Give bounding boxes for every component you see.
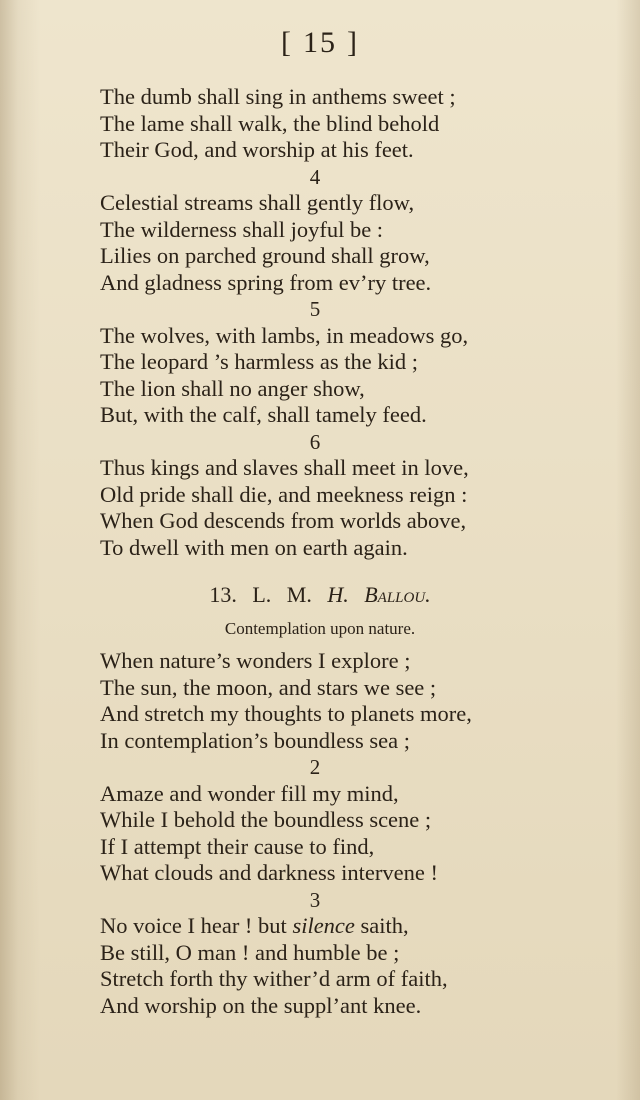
- verse-line: Amaze and wonder fill my mind,: [100, 780, 399, 806]
- hymn-heading: [0, 582, 640, 608]
- verse-line: When nature’s wonders I explore ;: [100, 648, 411, 673]
- hymn-author: H. Ballou.: [327, 582, 431, 607]
- stanza-number: 3: [309, 887, 321, 912]
- verse-line: If I attempt their cause to find,: [100, 833, 375, 859]
- verse-line: Their God, and worship at his feet.: [100, 137, 414, 162]
- verse-line: And gladness spring from ev’ry tree.: [100, 269, 432, 295]
- stanza-number: 6: [309, 429, 321, 454]
- previous-hymn-continuation: [100, 84, 620, 561]
- hymn-13-body: [100, 648, 620, 1019]
- verse-line: In contemplation’s boundless sea ;: [100, 727, 410, 753]
- verse-line: What clouds and darkness intervene !: [100, 860, 439, 885]
- bracket-close: ]: [347, 26, 359, 59]
- verse-line: And stretch my thoughts to planets more,: [100, 701, 472, 726]
- verse-line: And worship on the suppl’ant knee.: [100, 992, 422, 1018]
- verse-line: Celestial streams shall gently flow,: [100, 190, 415, 215]
- verse-line: While I behold the boundless scene ;: [100, 807, 432, 832]
- stanza-number: 5: [309, 297, 321, 321]
- verse-line: The sun, the moon, and stars we see ;: [100, 674, 437, 700]
- verse-line: [100, 913, 620, 940]
- verse-line: The lion shall no anger show,: [100, 375, 365, 401]
- page-number: 15: [303, 26, 337, 59]
- verse-line: The wolves, with lambs, in meadows go,: [100, 322, 469, 348]
- verse-text: No voice I hear ! but: [100, 913, 293, 938]
- verse-line: The dumb shall sing in anthems sweet ;: [100, 84, 456, 109]
- verse-line: To dwell with men on earth again.: [100, 534, 408, 560]
- stanza-number: 2: [309, 755, 321, 779]
- verse-line: But, with the calf, shall tamely feed.: [100, 402, 427, 427]
- stanza-number: 4: [309, 164, 321, 189]
- verse-line: Stretch forth thy wither’d arm of faith,: [100, 966, 448, 991]
- verse-line: Thus kings and slaves shall meet in love,: [100, 455, 469, 480]
- verse-line: The lame shall walk, the blind behold: [100, 110, 440, 136]
- hymn-meter: L. M.: [252, 582, 312, 607]
- verse-line: The wilderness shall joyful be :: [100, 216, 384, 242]
- page-header: [0, 26, 640, 60]
- verse-line: The leopard ’s harmless as the kid ;: [100, 349, 419, 374]
- verse-line: Lilies on parched ground shall grow,: [100, 243, 430, 268]
- verse-line: When God descends from worlds above,: [100, 508, 467, 533]
- bracket-open: [: [281, 26, 293, 59]
- verse-line: Old pride shall die, and meekness reign :: [100, 481, 468, 507]
- verse-line: Be still, O man ! and humble be ;: [100, 939, 400, 965]
- hymn-number: 13.: [209, 582, 237, 607]
- verse-text: saith,: [354, 913, 409, 938]
- verse-emphasis: silence: [292, 913, 355, 938]
- hymn-subtitle: Contemplation upon nature.: [224, 619, 416, 638]
